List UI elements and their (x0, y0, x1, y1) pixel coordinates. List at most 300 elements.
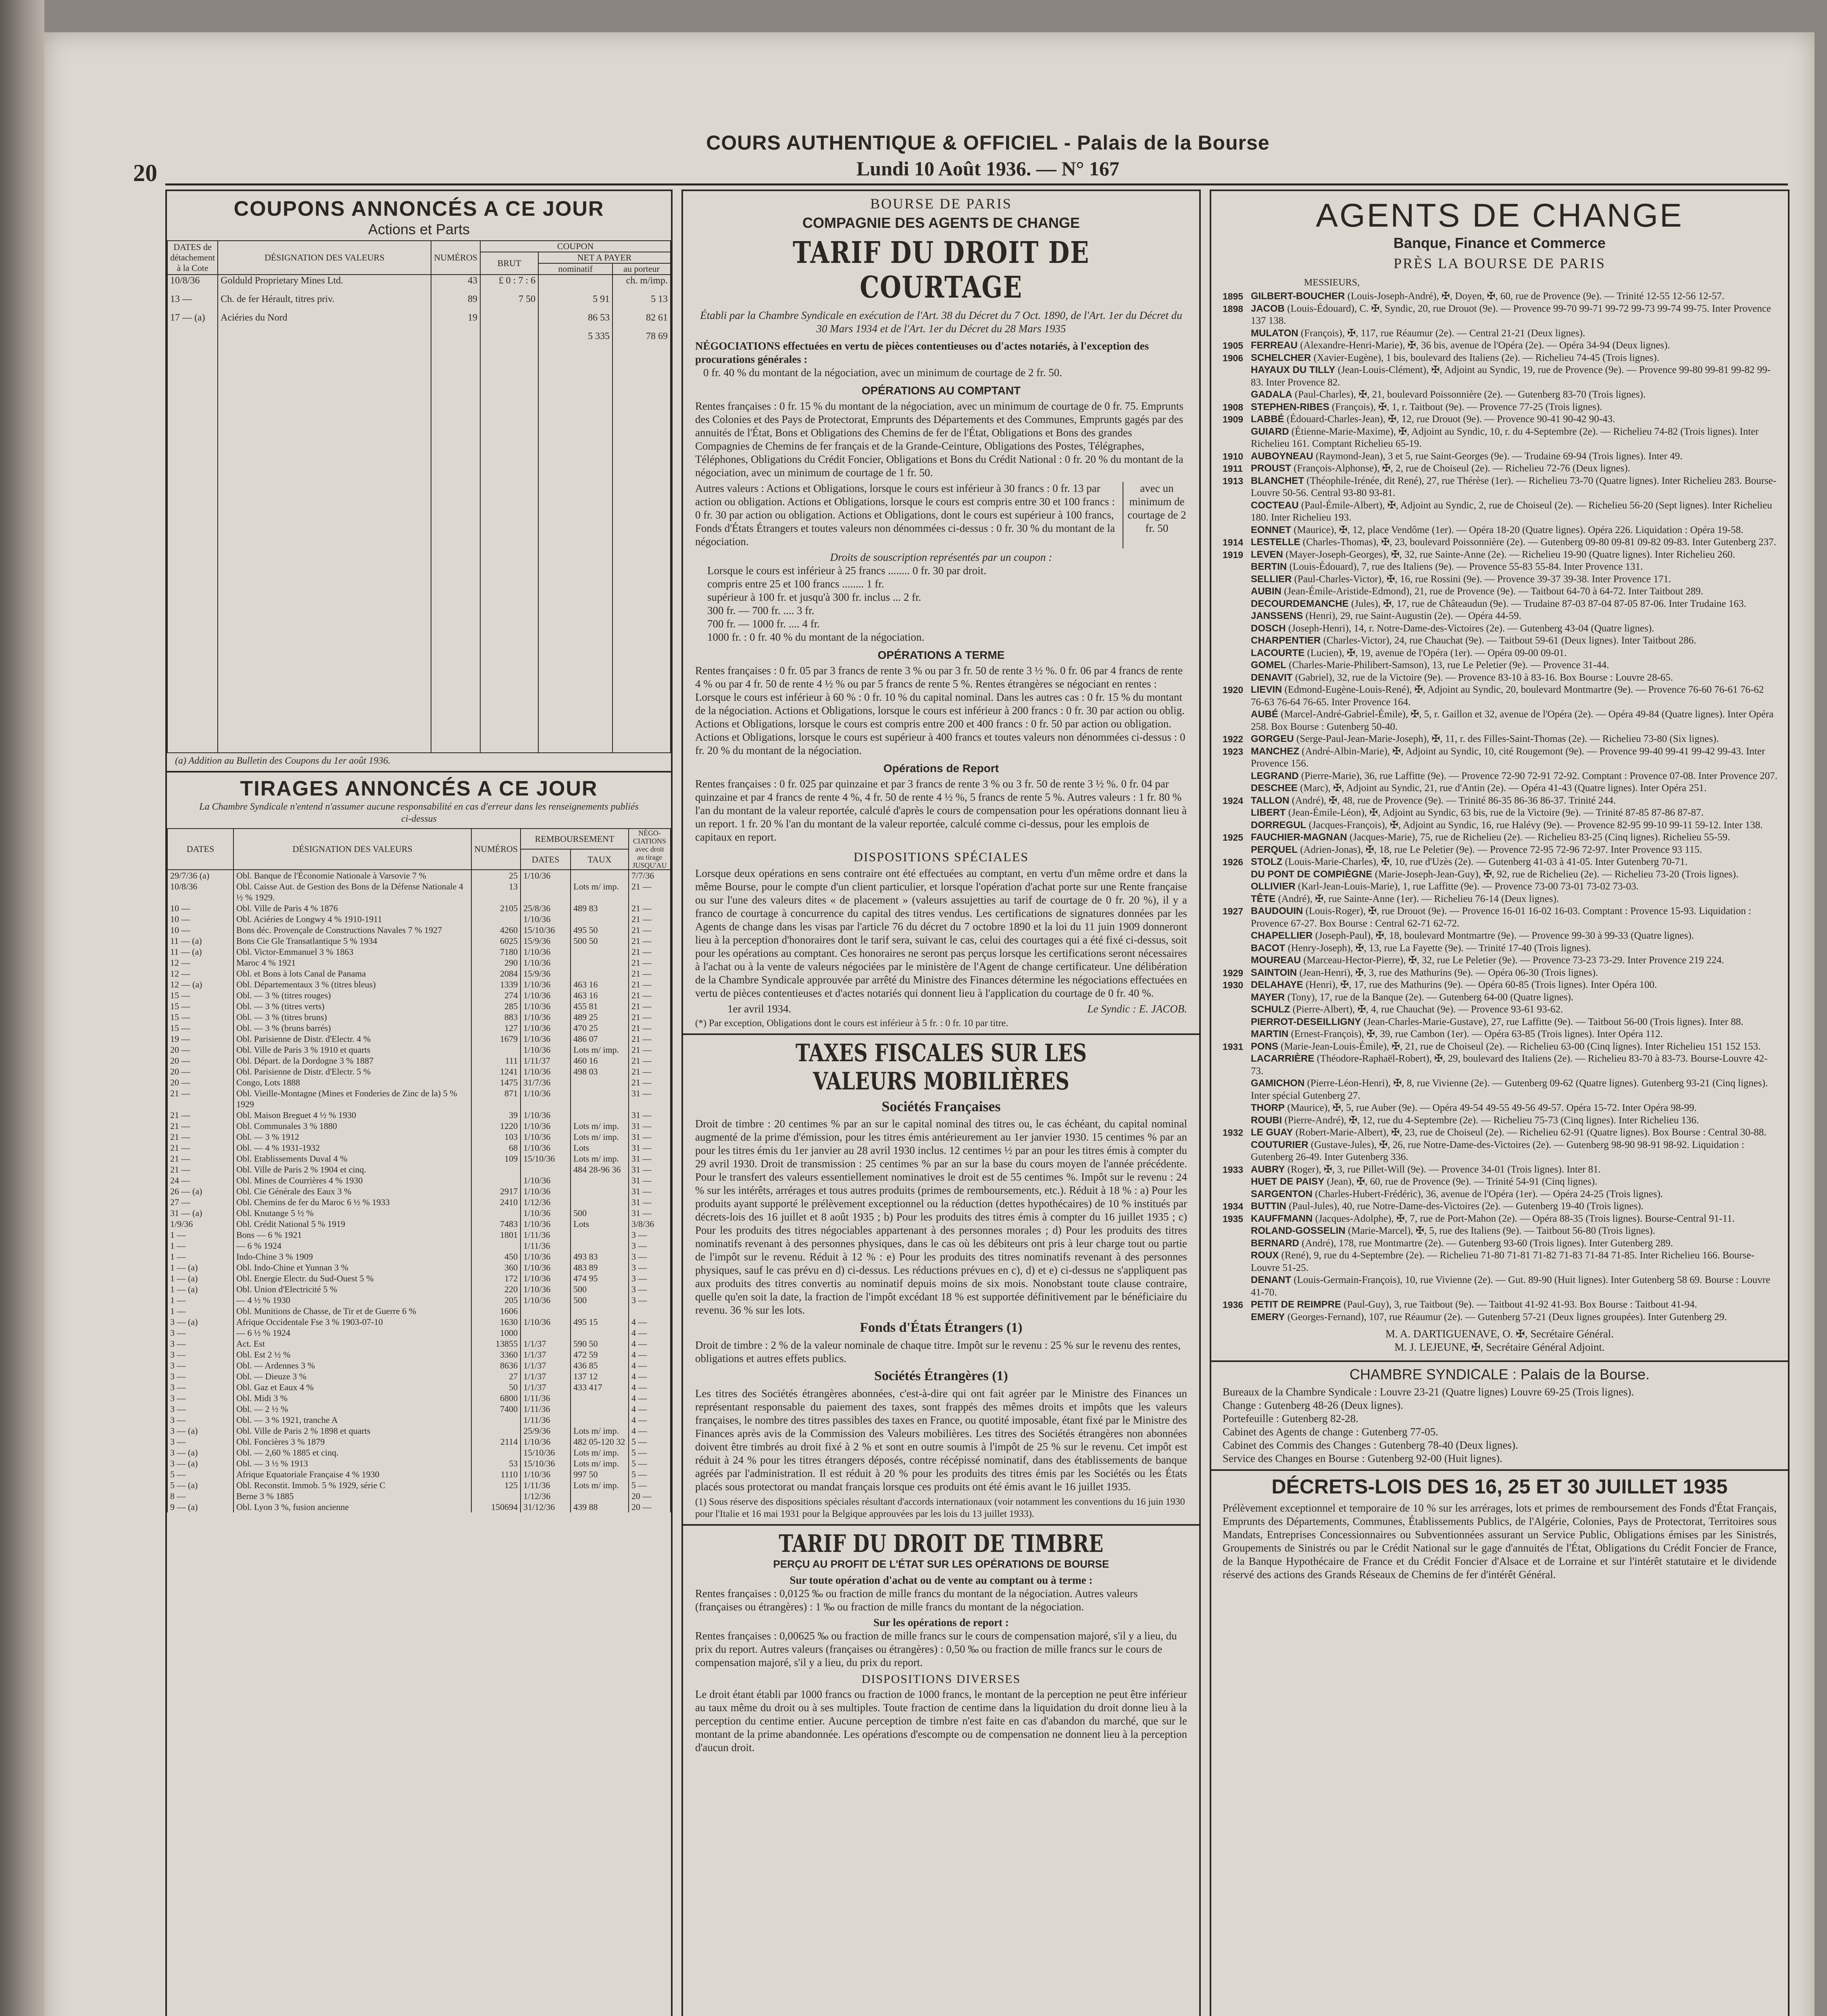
broker-year: 1924 (1223, 795, 1244, 806)
tirage-cell-num: 150694 (471, 1502, 521, 1512)
tirage-cell-rdate: 31/12/36 (521, 1502, 571, 1512)
tirage-cell-nego: 31 — (629, 1186, 671, 1197)
broker-details (1251, 635, 1778, 647)
tirage-cell-nego: 21 — (629, 1033, 671, 1044)
tirage-row (167, 1382, 671, 1393)
tirage-cell-name: Obl. Caisse Aut. de Gestion des Bons de la Défense Nationale 4 ½ % 1929. (233, 881, 471, 903)
tirage-cell-name: Obl. Départ. de la Dordogne 3 % 1887 (233, 1055, 471, 1066)
tirage-row (167, 1273, 671, 1284)
broker-year (1223, 647, 1251, 660)
broker-name: OLLIVIER (1251, 881, 1296, 892)
tirage-cell-num: 109 (471, 1153, 521, 1164)
tirage-cell-date: 3 — (167, 1436, 233, 1447)
tirage-cell-name: Obl. Knutange 5 ½ % (233, 1208, 471, 1218)
broker-details (1251, 475, 1778, 500)
broker-details (1251, 1176, 1778, 1188)
broker-year (1223, 1114, 1251, 1127)
tirage-cell-taux: 498 03 (571, 1066, 629, 1077)
broker-name: PETIT DE REIMPRE (1251, 1299, 1342, 1310)
broker-entry (1223, 684, 1778, 708)
broker-address: (Charles-Hubert-Frédéric), 36, avenue de l'Opéra (1er). — Opéra 24-25 (Trois lignes). (1315, 1188, 1663, 1200)
tirage-cell-rdate: 1/11/36 (521, 1393, 571, 1404)
broker-entry (1223, 1041, 1778, 1053)
coupon-cell-date: 13 — (167, 294, 218, 312)
broker-name: GUIARD (1251, 426, 1289, 437)
broker-name: STEPHEN-RIBES (1251, 401, 1329, 412)
tirage-cell-name: Obl. — 2 ½ % (233, 1404, 471, 1414)
tirage-cell-rdate: 1/10/36 (521, 957, 571, 968)
broker-name: DU PONT DE COMPIÈGNE (1251, 868, 1373, 880)
broker-year: 1895 (1223, 291, 1244, 302)
tirage-row (167, 1197, 671, 1208)
tirages-col-remboursement: REMBOURSEMENT (521, 829, 629, 849)
broker-year (1223, 893, 1251, 906)
tirage-row (167, 1447, 671, 1458)
broker-entry (1223, 352, 1778, 364)
decrets-text: Prélèvement exceptionnel et temporaire de 10 % sur les arrérages, lots et primes de remboursement des Fonds d'État Français, Emprunts des Départements, Communes, Établissements Publics, de l'Algérie, Colonies, Pays de Protectorat, Territoires sous Mandats, Entreprises Concessionnaires ou Subventionnées assurant un Service Public, Obligations émises par les Sinistrés, Groupements de Sinistrés ou par le Crédit National sur le gage d'annuités de l'État, Obligations du Crédit Foncier de France, de la Banque Hypothécaire de France et du Crédit Foncier d'Alsace et de Lorraine et sur l'intérêt statutaire et le dividende réservé des actions des Grands Réseaux de Chemins de fer d'intérêt Général. (1223, 1502, 1777, 1581)
tirage-cell-num: 111 (471, 1055, 521, 1066)
broker-name: JACOB (1251, 303, 1285, 314)
tirages-col-taux: TAUX (571, 849, 629, 870)
tirage-row (167, 1338, 671, 1349)
broker-entry (1223, 635, 1778, 647)
tirage-cell-name: Obl. — 3 % (bruns barrés) (233, 1023, 471, 1033)
broker-entry (1223, 954, 1778, 967)
tirage-cell-name: Obl. Est 2 ½ % (233, 1349, 471, 1360)
broker-year: 1930 (1223, 980, 1244, 990)
broker-address: (Marie-Joseph-Jean-Guy), ✠, 92, rue de Richelieu (2e). — Richelieu 73-20 (Trois lignes). (1375, 868, 1739, 880)
tirage-cell-name: Obl. Parisienne de Distr. d'Electr. 5 % (233, 1066, 471, 1077)
courtage-nego: NÉGOCIATIONS effectuées en vertu de pièces contentieuses ou d'actes notariés, à l'exception des procurations générales : (695, 340, 1149, 365)
broker-address: (André), ✠, 48, rue de Provence (9e). — Trinité 86-35 86-36 86-37. Trinité 244. (1292, 795, 1616, 806)
broker-year (1223, 954, 1251, 967)
tirage-cell-name: Obl. Communales 3 % 1880 (233, 1120, 471, 1131)
broker-entry (1223, 991, 1778, 1004)
broker-entry (1223, 1188, 1778, 1201)
tirage-cell-num: 360 (471, 1262, 521, 1273)
tirage-cell-nego: 3 — (629, 1273, 671, 1284)
broker-address: (Edmond-Eugène-Louis-René), ✠, Adjoint au Syndic, 20, boulevard Montmartre (9e). — Provence 76-60 76-61 76-62 76-63 76-64 76-65. Inter Provence 164. (1251, 684, 1764, 708)
broker-entry (1223, 672, 1778, 684)
broker-details (1251, 856, 1778, 868)
tirage-row (167, 914, 671, 925)
tirage-cell-name: Obl. — Ardennes 3 % (233, 1360, 471, 1371)
souscription-line: supérieur à 100 fr. et jusqu'à 300 fr. inclus ... 2 fr. (707, 591, 921, 603)
tirage-cell-date: 3 — (a) (167, 1425, 233, 1436)
broker-address: (Pierre-André), ✠, 12, rue du 4-Septembre (2e). — Richelieu 75-73 (Cinq lignes). Inter Richelieu 136. (1284, 1114, 1699, 1126)
tirage-cell-num: 290 (471, 957, 521, 968)
broker-details (1251, 426, 1778, 450)
tirage-cell-nego: 3 — (629, 1251, 671, 1262)
tirage-cell-taux (571, 968, 629, 979)
tirage-cell-num (471, 1208, 521, 1218)
tirage-cell-num: 4260 (471, 925, 521, 935)
tirage-cell-rdate: 1/10/36 (521, 1284, 571, 1295)
tirage-cell-date: 21 — (167, 1110, 233, 1120)
broker-address: (Théodore-Raphaël-Robert), ✠, 29, boulevard des Italiens (2e). — Richelieu 83-70 à 83-73. Bourse-Louvre 42-73. (1251, 1053, 1768, 1077)
tirage-cell-rdate: 25/8/36 (521, 903, 571, 914)
tirage-row (167, 1393, 671, 1404)
tirage-cell-name: Obl. Etablissements Duval 4 % (233, 1153, 471, 1164)
broker-details (1251, 524, 1778, 537)
broker-entry (1223, 413, 1778, 426)
broker-entry (1223, 979, 1778, 991)
broker-details (1251, 585, 1778, 598)
timbre-subtitle: PERÇU AU PROFIT DE L'ÉTAT SUR LES OPÉRATIONS DE BOURSE (773, 1558, 1109, 1570)
broker-name: AUBIN (1251, 586, 1281, 597)
broker-details (1251, 1114, 1778, 1127)
tirage-cell-num: 103 (471, 1131, 521, 1142)
page-number: 20 (133, 160, 157, 186)
broker-address: (Louis-Édouard), C. ✠, Syndic, 20, rue Drouot (9e). — Provence 99-70 99-71 99-72 99-73 99-74 99-75. Inter Provence 137 138. (1251, 303, 1771, 326)
tirage-cell-taux: 493 83 (571, 1251, 629, 1262)
tirage-cell-nego: 4 — (629, 1414, 671, 1425)
tirage-cell-name: Afrique Equatoriale Française 4 % 1930 (233, 1469, 471, 1480)
tirage-cell-taux: Lots m/ imp. (571, 1153, 629, 1164)
tirage-cell-taux (571, 914, 629, 925)
tirage-row (167, 957, 671, 968)
tirage-row (167, 903, 671, 914)
broker-details (1251, 733, 1778, 746)
souscription-line: 700 fr. — 1000 fr. .... 4 fr. (707, 618, 820, 630)
broker-year: 1929 (1223, 967, 1244, 978)
broker-name: ROUBI (1251, 1114, 1282, 1126)
tirage-cell-num (471, 1491, 521, 1502)
tirage-cell-rdate: 1/10/36 (521, 1208, 571, 1218)
tirage-row (167, 1262, 671, 1273)
middle-column (681, 190, 1201, 2016)
tirage-row (167, 1023, 671, 1033)
tirage-row (167, 1229, 671, 1240)
tirage-cell-taux: 470 25 (571, 1023, 629, 1033)
tirage-cell-num: 285 (471, 1001, 521, 1012)
broker-name: GILBERT-BOUCHER (1251, 291, 1345, 302)
souscription-line: compris entre 25 et 100 francs ........ 1 fr. (707, 578, 884, 590)
coupon-cell-date: 17 — (a) (167, 312, 218, 331)
coupon-cell-extra: 5 335 (538, 331, 612, 349)
tirage-cell-nego: 21 — (629, 990, 671, 1001)
tirage-cell-date: 5 — (a) (167, 1480, 233, 1491)
broker-details (1251, 1139, 1778, 1164)
tirage-row (167, 990, 671, 1001)
broker-year (1223, 327, 1251, 340)
broker-name: HAYAUX DU TILLY (1251, 364, 1335, 375)
coupon-cell-brut: £ 0 : 7 : 6 (480, 275, 538, 294)
broker-address: (Louis-Roger), ✠, rue Drouot (9e). — Provence 16-01 16-02 16-03. Comptant : Provence 15-93. Liquidation : Provence 67-27. Box Bourse : Central 62-71 62-72. (1251, 906, 1752, 929)
broker-year (1223, 659, 1251, 672)
tirage-cell-num (471, 1044, 521, 1055)
broker-year (1223, 635, 1251, 647)
tirage-row (167, 1218, 671, 1229)
broker-entry (1223, 1077, 1778, 1102)
tirage-cell-taux: 455 81 (571, 1001, 629, 1012)
coupon-extra-row (167, 331, 671, 349)
tirage-cell-taux: 495 15 (571, 1316, 629, 1327)
broker-details (1251, 1237, 1778, 1250)
broker-year (1223, 598, 1251, 610)
tirage-cell-taux: Lots (571, 1218, 629, 1229)
tirage-cell-date: 1 — (a) (167, 1262, 233, 1273)
broker-name: THORP (1251, 1102, 1285, 1113)
tirage-cell-taux (571, 1088, 629, 1110)
broker-address: (Jean-Henri), ✠, 3, rue des Mathurins (9e). — Opéra 06-30 (Trois lignes). (1299, 967, 1598, 978)
tirage-cell-date: 3 — (167, 1349, 233, 1360)
tirage-cell-rdate: 1/11/36 (521, 1480, 571, 1491)
broker-entry (1223, 549, 1778, 561)
tirage-cell-taux: 489 25 (571, 1012, 629, 1023)
broker-details (1251, 352, 1778, 364)
coupon-cell-empty (480, 331, 538, 349)
broker-entry (1223, 1176, 1778, 1188)
broker-details (1251, 930, 1778, 942)
broker-entry (1223, 364, 1778, 389)
tirage-row (167, 881, 671, 903)
broker-entry (1223, 1004, 1778, 1016)
broker-details (1251, 770, 1778, 783)
col-nominatif: nominatif (538, 263, 612, 275)
broker-entry (1223, 856, 1778, 868)
tirage-cell-date: 21 — (167, 1142, 233, 1153)
broker-year (1223, 364, 1251, 389)
tirage-cell-nego: 31 — (629, 1164, 671, 1175)
broker-address: (Louis-Germain-François), 10, rue Vivienne (2e). — Gut. 89-90 (Huit lignes). Inter Gutenberg 58 69. Bourse : Louvre 41-70. (1251, 1275, 1771, 1298)
broker-name: TÊTE (1251, 893, 1276, 904)
broker-entry (1223, 623, 1778, 635)
tirage-cell-nego: 21 — (629, 946, 671, 957)
broker-address: (François-Alphonse), ✠, 2, rue de Choiseul (2e). — Richelieu 72-76 (Deux lignes). (1294, 463, 1630, 474)
tirage-cell-taux: Lots m/ imp. (571, 1480, 629, 1491)
tirage-cell-name: Maroc 4 % 1921 (233, 957, 471, 968)
coupon-cell-empty (431, 349, 480, 752)
tirage-cell-rdate: 1/1/37 (521, 1338, 571, 1349)
tirage-cell-name: Obl. Départementaux 3 % (titres bleus) (233, 979, 471, 990)
timbre-title: TARIF DU DROIT DE TIMBRE (779, 1530, 1104, 1558)
tirage-cell-nego: 21 — (629, 881, 671, 903)
broker-year (1223, 561, 1251, 573)
tirage-cell-date: 21 — (167, 1120, 233, 1131)
tirage-cell-taux: 463 16 (571, 990, 629, 1001)
broker-address: (Marceau-Hector-Pierre), ✠, 32, rue Le Peletier (9e). — Provence 73-23 73-29. Inter Provence 219 224. (1303, 955, 1724, 966)
broker-year (1223, 573, 1251, 586)
broker-details (1251, 1188, 1778, 1201)
tirage-cell-taux: 486 07 (571, 1033, 629, 1044)
broker-year: 1909 (1223, 414, 1244, 425)
broker-name: LEGRAND (1251, 770, 1299, 781)
chambre-line: Bureaux de la Chambre Syndicale : Louvre 23-21 (Quatre lignes) Louvre 69-25 (Trois lignes). (1223, 1386, 1634, 1398)
broker-entry (1223, 585, 1778, 598)
broker-name: SARGENTON (1251, 1188, 1312, 1200)
timbre-h2: Sur les opérations de report : (873, 1616, 1009, 1629)
tirage-cell-nego: 20 — (629, 1491, 671, 1502)
tirage-cell-name: Bons Cie Gle Transatlantique 5 % 1934 (233, 935, 471, 946)
broker-address: (Mayer-Joseph-Georges), ✠, 32, rue Sainte-Anne (2e). — Richelieu 19-90 (Quatre lignes). Inter Richelieu 260. (1285, 549, 1735, 560)
tirage-cell-nego: 4 — (629, 1425, 671, 1436)
tirage-cell-num: 8636 (471, 1360, 521, 1371)
broker-name: DORREGUL (1251, 819, 1306, 831)
tirage-cell-num: 7483 (471, 1218, 521, 1229)
tirage-cell-date: 26 — (a) (167, 1186, 233, 1197)
tirage-cell-nego: 31 — (629, 1131, 671, 1142)
tirage-cell-rdate: 1/1/37 (521, 1360, 571, 1371)
tirage-cell-nego: 3 — (629, 1229, 671, 1240)
broker-entry (1223, 561, 1778, 573)
broker-year: 1923 (1223, 746, 1244, 757)
broker-entry (1223, 389, 1778, 401)
tirage-cell-date: 3 — (167, 1327, 233, 1338)
broker-address: (Pierre-Albert), ✠, 4, rue Chauchat (9e). — Provence 93-61 93-62. (1292, 1004, 1563, 1015)
tirage-cell-name: Obl. — 3 % (titres verts) (233, 1001, 471, 1012)
taxes-etrangeres-text: Les titres des Sociétés étrangères abonnées, c'est-à-dire qui ont fait agréer par le Ministre des Finances un représentant responsable du paiement des taxes, sont frappés des mêmes droits et impôts que les valeurs françaises, le nombre des titres passibles des taxes en France, ou quotité imposable, étant fixé par le Ministre des Finances après avis de la Commission des Valeurs mobilières. Les titres des Sociétés étrangères non abonnées doivent être timbrés au droit fixé à 2 % et sont en outre soumis à l'impôt de 25 % sur le revenu. Cet impôt est réduit à 24 % pour les titres étrangers déposés, contre récépissé nominatif, dans des établissements de banque agréés par l'administration. Il est réduit à 20 % pour les produits des titres émis par les Sociétés ou les États placés sous protectorat ou mandat français lorsque ces produits ont été émis avant le 16 juillet 1935. (695, 1387, 1187, 1493)
broker-entry (1223, 1250, 1778, 1274)
broker-address: (Paul-Émile-Albert), ✠, Adjoint au Syndic, 2, rue de Choiseul (2e). — Richelieu 56-20 (Sept lignes). Inter Richelieu 180. Inter Richelieu 193. (1251, 500, 1772, 523)
chambre-line: Portefeuille : Gutenberg 82-28. (1223, 1412, 1358, 1425)
coupon-cell-porteur: 5 13 (612, 294, 671, 312)
tirage-cell-name: Obl. Banque de l'Économie Nationale à Varsovie 7 % (233, 870, 471, 881)
tirage-row (167, 1175, 671, 1186)
tirage-row (167, 1012, 671, 1023)
tirage-row (167, 1284, 671, 1295)
broker-address: (Marie-Marcel), ✠, 5, rue des Italiens (9e). — Taitbout 56-80 (Trois lignes). (1348, 1225, 1655, 1236)
broker-name: COCTEAU (1251, 500, 1299, 511)
broker-year (1223, 1311, 1251, 1324)
tirage-cell-num: 1606 (471, 1306, 521, 1316)
courtage-kicker: BOURSE DE PARIS (870, 196, 1012, 212)
tirage-cell-rdate: 15/10/36 (521, 1458, 571, 1469)
broker-details (1251, 450, 1778, 463)
broker-address: (François), ✠, 117, rue Réaumur (2e). — Central 21-21 (Deux lignes). (1301, 327, 1585, 339)
tirage-cell-name: — 6 % 1924 (233, 1240, 471, 1251)
tirage-cell-taux: 472 59 (571, 1349, 629, 1360)
broker-address: (Édouard-Charles-Jean), ✠, 12, rue Drouot (9e). — Provence 90-41 90-42 90-43. (1286, 414, 1615, 425)
coupon-cell-num: 19 (431, 312, 480, 331)
broker-entry (1223, 893, 1778, 906)
broker-year: 1935 (1223, 1213, 1244, 1224)
tirage-cell-num (471, 1240, 521, 1251)
tirage-row (167, 1088, 671, 1110)
broker-entry (1223, 967, 1778, 979)
tirage-cell-num: 1801 (471, 1229, 521, 1240)
broker-address: (Pierre-Léon-Henri), ✠, 8, rue Vivienne (2e). — Gutenberg 09-62 (Quatre lignes). Gutenberg 93-21 (Cinq lignes). Inter spécial Gutenberg 27. (1251, 1078, 1768, 1101)
broker-details (1251, 979, 1778, 991)
broker-details (1251, 1164, 1778, 1176)
tirage-cell-date: 11 — (a) (167, 935, 233, 946)
courtage-exception: (*) Par exception, Obligations dont le cours est inférieur à 5 fr. : 0 fr. 10 par titre. (695, 1018, 1008, 1029)
tirage-cell-name: Obl. et Bons à lots Canal de Panama (233, 968, 471, 979)
tirage-cell-date: 24 — (167, 1175, 233, 1186)
broker-entry (1223, 1225, 1778, 1237)
tirage-cell-name: Obl. Ville de Paris 4 % 1876 (233, 903, 471, 914)
broker-entry (1223, 475, 1778, 500)
tirage-cell-num: 6025 (471, 935, 521, 946)
tirage-cell-nego: 3 — (629, 1284, 671, 1295)
tirage-row (167, 979, 671, 990)
tirage-cell-num: 450 (471, 1251, 521, 1262)
coupon-cell-empty (480, 349, 538, 752)
broker-entry (1223, 303, 1778, 327)
tirage-cell-date: 3 — (167, 1414, 233, 1425)
tirage-row (167, 1414, 671, 1425)
tirage-cell-rdate: 1/10/36 (521, 1120, 571, 1131)
broker-year: 1908 (1223, 402, 1244, 412)
tirage-cell-taux: 997 50 (571, 1469, 629, 1480)
tirage-cell-name: Obl. Maison Breguet 4 ½ % 1930 (233, 1110, 471, 1120)
tirage-cell-rdate: 15/10/36 (521, 1447, 571, 1458)
tirage-cell-date: 29/7/36 (a) (167, 870, 233, 881)
broker-details (1251, 561, 1778, 573)
agents-messieurs: MESSIEURS, (1304, 277, 1360, 288)
broker-year (1223, 1250, 1251, 1274)
broker-details (1251, 1053, 1778, 1077)
tirage-row (167, 1251, 671, 1262)
tirage-cell-taux: Lots m/ imp. (571, 1425, 629, 1436)
tirage-cell-num: 1679 (471, 1033, 521, 1044)
tirage-cell-rdate: 1/11/36 (521, 1404, 571, 1414)
tirage-cell-nego: 21 — (629, 1044, 671, 1055)
broker-address: (Henri), ✠, 17, rue des Mathurins (9e). — Opéra 60-85 (Trois lignes). Inter Opéra 100. (1306, 979, 1657, 990)
tirage-cell-nego: 31 — (629, 1197, 671, 1208)
tirage-cell-num: 1000 (471, 1327, 521, 1338)
tirage-cell-nego: 3/8/36 (629, 1218, 671, 1229)
broker-address: (Louis-Édouard), 7, rue des Italiens (9e). — Provence 55-83 55-84. Inter Provence 131. (1289, 561, 1643, 572)
chambre-line: Cabinet des Commis des Changes : Gutenberg 78-40 (Deux lignes). (1223, 1439, 1518, 1451)
broker-details (1251, 1041, 1778, 1053)
chambre-title: CHAMBRE SYNDICALE : Palais de la Bourse. (1349, 1366, 1650, 1383)
broker-entry (1223, 327, 1778, 340)
tirage-cell-rdate: 25/9/36 (521, 1425, 571, 1436)
tirage-cell-name: Obl. Ville de Paris 3 % 1910 et quarts (233, 1044, 471, 1055)
tirage-cell-date: 3 — (167, 1360, 233, 1371)
broker-name: PONS (1251, 1041, 1279, 1052)
tirage-cell-rdate: 15/10/36 (521, 925, 571, 935)
broker-details (1251, 844, 1778, 856)
tirage-cell-date: 3 — (a) (167, 1447, 233, 1458)
tirage-cell-name: Obl. Ville de Paris 2 % 1898 et quarts (233, 1425, 471, 1436)
broker-entry (1223, 733, 1778, 746)
tirage-cell-rdate: 1/10/36 (521, 1066, 571, 1077)
broker-year (1223, 1004, 1251, 1016)
broker-details (1251, 598, 1778, 610)
tirage-cell-rdate: 15/9/36 (521, 935, 571, 946)
tirages-table (167, 828, 671, 1512)
broker-details (1251, 573, 1778, 586)
broker-year: 1910 (1223, 451, 1244, 462)
coupon-cell-empty (167, 349, 218, 752)
broker-year: 1932 (1223, 1127, 1244, 1138)
broker-name: BACOT (1251, 942, 1285, 954)
tirage-cell-date: 5 — (167, 1469, 233, 1480)
tirage-row (167, 1044, 671, 1055)
souscription-line: 300 fr. — 700 fr. .... 3 fr. (707, 604, 815, 616)
broker-details (1251, 610, 1778, 623)
broker-details (1251, 1200, 1778, 1213)
courtage-h-terme: OPÉRATIONS A TERME (877, 649, 1005, 661)
tirage-cell-name: Obl. Parisienne de Distr. d'Electr. 4 % (233, 1033, 471, 1044)
tirage-cell-nego: 3 — (629, 1295, 671, 1306)
tirage-cell-num: 883 (471, 1012, 521, 1023)
broker-year (1223, 770, 1251, 783)
taxes-h-fonds: Fonds d'États Étrangers (1) (860, 1320, 1023, 1335)
agents-title: AGENTS DE CHANGE (1316, 197, 1683, 234)
tirage-cell-rdate: 1/12/36 (521, 1491, 571, 1502)
tirage-cell-date: 11 — (a) (167, 946, 233, 957)
tirage-row (167, 1306, 671, 1316)
tirage-cell-nego: 21 — (629, 914, 671, 925)
broker-address: (Alexandre-Henri-Marie), ✠, 36 bis, avenue de l'Opéra (2e). — Opéra 34-94 (Deux lignes). (1300, 340, 1670, 351)
broker-details (1251, 819, 1778, 832)
tirage-cell-taux: 460 16 (571, 1055, 629, 1066)
broker-entry (1223, 500, 1778, 524)
broker-name: COUTURIER (1251, 1139, 1308, 1150)
